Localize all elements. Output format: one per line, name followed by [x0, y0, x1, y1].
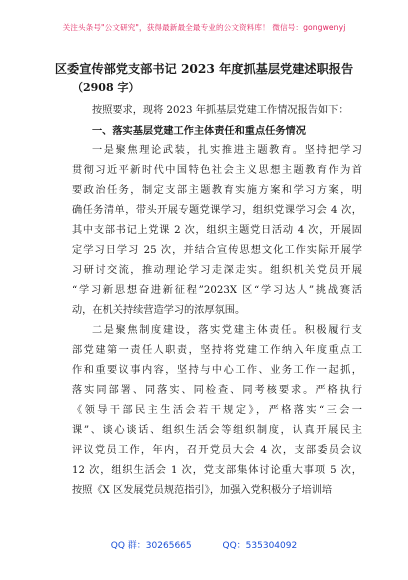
theory-study-line: 一是聚焦理论武装，扎实推进主题教育。坚持把学习 — [92, 145, 362, 156]
section-heading: 一、落实基层党建工作主体责任和重点任务情况 — [92, 125, 306, 137]
paragraph-theory-study — [72, 141, 362, 321]
footer-contact — [0, 538, 408, 551]
theory-study-line: “学习新思想奋进新征程”2023X 区“学习达人”挑战赛活 — [72, 285, 362, 296]
theory-study-line: 定学习日学习 25 次，并结合宣传思想文化工作实际开展学 — [72, 245, 362, 256]
theory-study-line: 其中支部书记上党课 2 次，组织主题党日活动 4 次，开展固 — [72, 225, 362, 236]
theory-study-line: 习研讨交流，推动理论学习走深走实。组织机关党员开展 — [72, 265, 362, 276]
word-count-subtitle: （2908 字） — [72, 81, 140, 94]
intro-paragraph: 按照要求，现将 2023 年抓基层党建工作情况报告如下： — [92, 105, 349, 116]
theory-study-line: 要政治任务，制定支部主题教育实施方案和学习方案，明 — [72, 185, 362, 196]
system-building-line: 部党建第一责任人职责，坚持将党建工作纳入年度重点工 — [72, 345, 362, 356]
system-building-line: 二是聚焦制度建设，落实党建主体责任。积极履行支 — [92, 325, 362, 336]
theory-study-line: 贯彻习近平新时代中国特色社会主义思想主题教育作为首 — [72, 165, 362, 176]
system-building-line: 《领导干部民主生活会若干规定》，严格落实“三会一 — [72, 405, 362, 416]
paragraph-system-building — [72, 321, 362, 501]
theory-study-line: 动，在机关持续营造学习的浓厚氛围。 — [72, 305, 246, 316]
document-title: 区委宣传部党支部书记 2023 年度抓基层党建述职报告 — [54, 62, 354, 76]
promo-banner: 关注头条号"公文研究"，获得最新最全最专业的公文资料库！ 微信号：gongwenyj — [62, 23, 346, 32]
document-body — [72, 101, 362, 501]
system-building-line: 按照《X 区发展党员规范指引》，加强入党积极分子培训培 — [72, 485, 333, 496]
system-building-line: 评议党员工作，年内，召开党员大会 4 次，支部委员会议 — [72, 445, 362, 456]
system-building-line: 作和重要议事内容，坚持与中心工作、业务工作一起抓， — [72, 365, 362, 376]
system-building-line: 课”、谈心谈话、组织生活会等组织制度，认真开展民主 — [72, 425, 362, 436]
qq-number: QQ：535304092 — [222, 541, 298, 551]
theory-study-line: 确任务清单，带头开展专题党课学习，组织党课学习会 4 次， — [72, 205, 362, 216]
qq-group-number: QQ 群：30265665 — [110, 541, 192, 551]
system-building-line: 12 次，组织生活会 1 次，党支部集体讨论重大事项 5 次， — [72, 465, 362, 476]
system-building-line: 落实同部署、同落实、同检查、同考核要求。严格执行 — [72, 385, 362, 396]
